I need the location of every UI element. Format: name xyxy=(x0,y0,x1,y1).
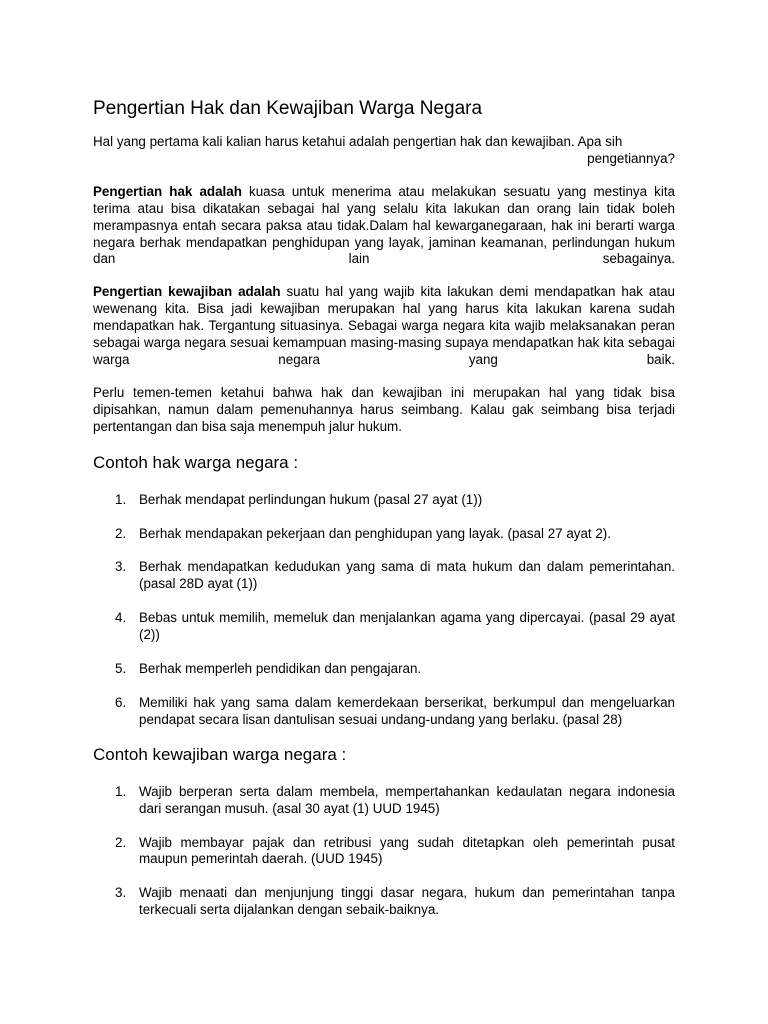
list-item xyxy=(93,559,675,593)
list-item-number: 6. xyxy=(115,694,127,710)
list-item-number: 4. xyxy=(115,610,127,626)
list-item-text: Bebas untuk memilih, memeluk dan menjalankan agama yang dipercayai. (pasal 29 ayat (2)) xyxy=(139,610,675,643)
kewajiban-definition-body: suatu hal yang wajib kita lakukan demi mendapatkan hak atau wewenang kita. Bisa jadi kewajiban merupakan hal yang harus kita lakukan karena sudah mendapatkan hak. Tergantung situasinya. Sebagai warga negara kita wajib melaksanakan peran sebagai warga negara sesuai kemampuan masing-masing supaya mendapatkan hak kita sebagai warga negara yang baik. xyxy=(93,284,675,367)
list-item xyxy=(93,835,675,869)
list-item xyxy=(93,492,675,509)
list-item-text: Wajib membayar pajak dan retribusi yang sudah ditetapkan oleh pemerintah pusat maupun pemerintah daerah. (UUD 1945) xyxy=(139,834,675,867)
list-item-text: Memiliki hak yang sama dalam kemerdekaan berserikat, berkumpul dan mengeluarkan pendapat secara lisan dantulisan sesuai undang-undang yang berlaku. (pasal 28) xyxy=(139,694,675,727)
kewajiban-examples-heading: Contoh kewajiban warga negara : xyxy=(93,744,347,764)
list-item-text: Berhak mendapakan pekerjaan dan penghidupan yang layak. (pasal 27 ayat 2). xyxy=(139,525,611,541)
page-title: Pengertian Hak dan Kewajiban Warga Negara xyxy=(93,98,483,119)
kewajiban-definition-paragraph xyxy=(93,284,675,369)
list-item-number: 1. xyxy=(115,783,127,799)
list-item-number: 2. xyxy=(115,834,127,850)
list-item-number: 3. xyxy=(115,559,127,575)
hak-definition-lead: Pengertian hak adalah xyxy=(93,183,242,199)
list-item-number: 3. xyxy=(115,885,127,901)
intro-line-1: Hal yang pertama kali kalian harus ketahui adalah pengertian hak dan kewajiban. Apa sih xyxy=(93,134,623,149)
intro-paragraph-end xyxy=(93,151,675,168)
list-item xyxy=(93,610,675,644)
kewajiban-definition-lead: Pengertian kewajiban adalah xyxy=(93,284,281,300)
list-item-number: 2. xyxy=(115,525,127,541)
list-item-text: Wajib berperan serta dalam membela, mempertahankan kedaulatan negara indonesia dari serangan musuh. (asal 30 ayat (1) UUD 1945) xyxy=(139,783,675,816)
hak-definition-body: kuasa untuk menerima atau melakukan sesuatu yang mestinya kita terima atau bisa dikatakan sebagai hal yang selalu kita lakukan dan orang lain tidak boleh merampasnya entah secara paksa atau tidak.Dalam hal kewarganegaraan, hak ini berarti warga negara berhak mendapatkan penghidupan yang layak, jaminan keamanan, perlindungan hukum dan lain sebagainya. xyxy=(93,183,675,267)
hak-examples-heading: Contoh hak warga negara : xyxy=(93,452,299,472)
list-item-text: Wajib menaati dan menjunjung tinggi dasar negara, hukum dan pemerintahan tanpa terkecuali serta dijalankan dengan sebaik-baiknya. xyxy=(139,885,675,918)
list-item xyxy=(93,661,675,678)
hak-examples-list xyxy=(93,492,675,729)
list-item xyxy=(93,526,675,543)
list-item-number: 1. xyxy=(115,491,127,507)
kewajiban-examples-list xyxy=(93,784,675,919)
list-item-number: 5. xyxy=(115,661,127,677)
intro-paragraph xyxy=(93,134,675,151)
closing-paragraph: Perlu temen-temen ketahui bahwa hak dan kewajiban ini merupakan hal yang tidak bisa dipisahkan, namun dalam pemenuhannya harus seimbang. Kalau gak seimbang bisa terjadi pertentangan dan bisa saja menempuh jalur hukum. xyxy=(93,384,675,434)
list-item-text: Berhak mendapat perlindungan hukum (pasal 27 ayat (1)) xyxy=(139,491,483,507)
list-item-text: Berhak memperleh pendidikan dan pengajaran. xyxy=(139,661,422,677)
list-item-text: Berhak mendapatkan kedudukan yang sama di mata hukum dan dalam pemerintahan. (pasal 28D ayat (1)) xyxy=(139,559,675,592)
list-item xyxy=(93,885,675,919)
list-item xyxy=(93,695,675,729)
hak-definition-paragraph xyxy=(93,184,675,269)
list-item xyxy=(93,784,675,818)
intro-line-2: pengetiannya? xyxy=(587,150,675,166)
